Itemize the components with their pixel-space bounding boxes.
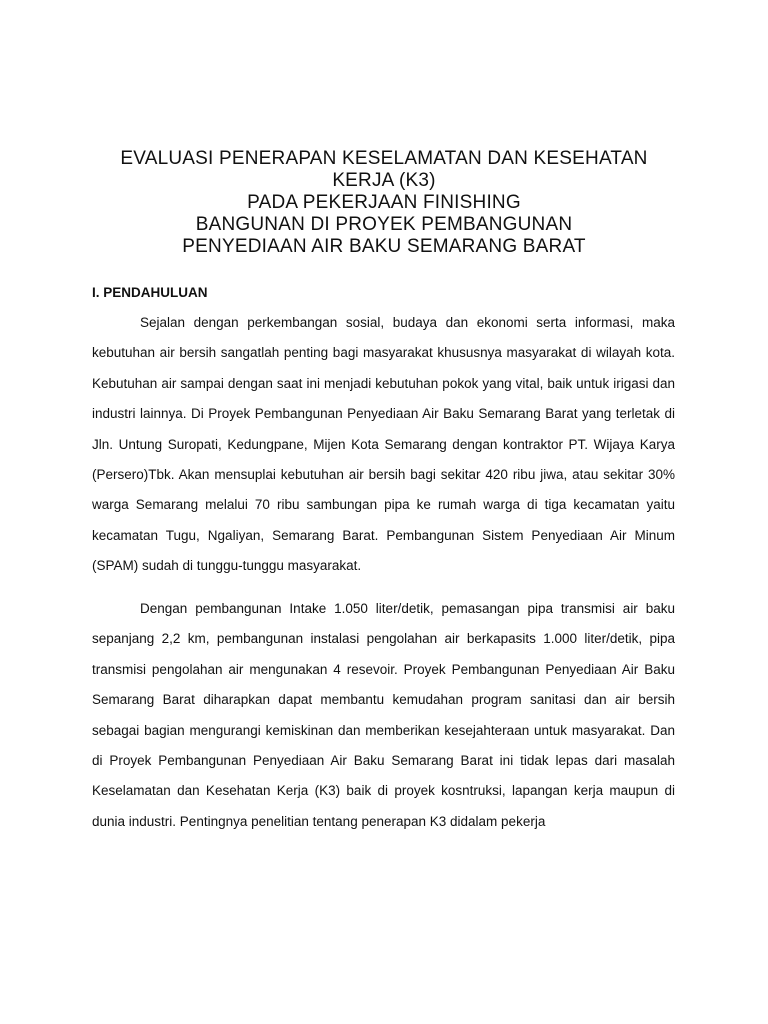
paragraph-1 bbox=[92, 308, 675, 582]
paragraph-2 bbox=[92, 594, 675, 837]
section-heading: I. PENDAHULUAN bbox=[92, 285, 208, 300]
title-line-2: KERJA (K3) bbox=[332, 170, 436, 191]
title-line-1: EVALUASI PENERAPAN KESELAMATAN DAN KESEHATAN bbox=[120, 148, 648, 169]
title-line-4: BANGUNAN DI PROYEK PEMBANGUNAN bbox=[195, 214, 573, 235]
paragraph-2-text: Dengan pembangunan Intake 1.050 liter/detik, pemasangan pipa transmisi air baku sepanjang 2,2 km, pembangunan instalasi pengolahan air berkapasits 1.000 liter/detik, pipa transmisi pengolahan air mengunakan 4 resevoir. Proyek Pembangunan Penyediaan Air Baku Semarang Barat diharapkan dapat membantu kemudahan program sanitasi dan air bersih sebagai bagian mengurangi kemiskinan dan memberikan kesejahteraan untuk masyarakat. Dan di Proyek Pembangunan Penyediaan Air Baku Semarang Barat ini tidak lepas dari masalah Keselamatan dan Kesehatan Kerja (K3) baik di proyek kosntruksi, lapangan kerja maupun di dunia industri. Pentingnya penelitian tentang penerapan K3 didalam pekerja bbox=[92, 601, 675, 829]
paragraph-1-text: Sejalan dengan perkembangan sosial, budaya dan ekonomi serta informasi, maka kebutuhan air bersih sangatlah penting bagi masyarakat khususnya masyarakat di wilayah kota. Kebutuhan air sampai dengan saat ini menjadi kebutuhan pokok yang vital, baik untuk irigasi dan industri lainnya. Di Proyek Pembangunan Penyediaan Air Baku Semarang Barat yang terletak di Jln. Untung Suropati, Kedungpane, Mijen Kota Semarang dengan kontraktor PT. Wijaya Karya (Persero)Tbk. Akan mensuplai kebutuhan air bersih bagi sekitar 420 ribu jiwa, atau sekitar 30% warga Semarang melalui 70 ribu sambungan pipa ke rumah warga di tiga kecamatan yaitu kecamatan Tugu, Ngaliyan, Semarang Barat. Pembangunan Sistem Penyediaan Air Minum (SPAM) sudah di tunggu-tunggu masyarakat. bbox=[92, 315, 675, 574]
title-line-3: PADA PEKERJAAN FINISHING bbox=[247, 192, 521, 213]
title-line-5: PENYEDIAAN AIR BAKU SEMARANG BARAT bbox=[182, 236, 586, 257]
document-title bbox=[80, 148, 688, 258]
